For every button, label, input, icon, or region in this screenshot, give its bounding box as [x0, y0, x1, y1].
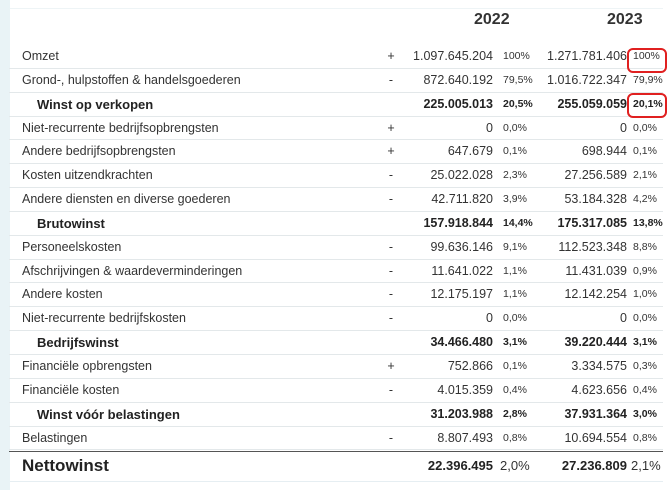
- row-label: Niet-recurrente bedrijfsopbrengsten: [22, 120, 219, 135]
- percent-2023: 4,2%: [633, 193, 657, 206]
- total-value-2022: 22.396.495: [427, 458, 493, 474]
- row-label: Andere kosten: [22, 287, 103, 302]
- row-sign: +: [387, 144, 395, 159]
- row-label: Afschrijvingen & waardeverminderingen: [22, 263, 243, 278]
- percent-2023: 100%: [633, 50, 660, 62]
- row-andere-kosten: [9, 283, 663, 307]
- value-2023: 37.931.364: [564, 406, 627, 421]
- percent-2022: 0,8%: [503, 431, 527, 444]
- row-omzet: [9, 45, 663, 69]
- table-body: [9, 45, 663, 479]
- value-2022: 34.466.480: [430, 335, 493, 350]
- percent-2023: 79,9%: [633, 73, 663, 86]
- percent-2022: 1,1%: [503, 288, 527, 301]
- total-percent-2022: 2,0%: [500, 458, 530, 474]
- row-sign: -: [388, 168, 394, 183]
- percent-2023: 0,3%: [633, 359, 657, 372]
- value-2022: 11.641.022: [431, 263, 493, 278]
- percent-2023: 2,1%: [633, 169, 657, 182]
- row-financiele-kosten: [9, 379, 663, 403]
- highlight-winst-percent-2023: [627, 93, 667, 118]
- total-value-2023: 27.236.809: [561, 458, 627, 474]
- row-label: Grond-, hulpstoffen & handelsgoederen: [22, 72, 241, 87]
- value-2023: 53.184.328: [564, 192, 627, 207]
- row-sign: -: [388, 263, 394, 278]
- percent-2022: 1,1%: [503, 264, 527, 277]
- value-2022: 42.711.820: [431, 192, 493, 207]
- value-2022: 0: [486, 311, 493, 326]
- row-sign: -: [388, 72, 394, 87]
- value-2023: 3.334.575: [571, 358, 627, 373]
- table-header: [9, 9, 663, 45]
- row-label: Financiële opbrengsten: [22, 358, 152, 373]
- value-2022: 872.640.192: [423, 72, 493, 87]
- value-2023: 12.142.254: [564, 287, 627, 302]
- value-2022: 12.175.197: [430, 287, 493, 302]
- row-label: Omzet: [22, 49, 59, 63]
- row-afschrijvingen: [9, 260, 663, 284]
- value-2022: 31.203.988: [430, 406, 493, 421]
- value-2023: 10.694.554: [564, 430, 627, 445]
- value-2022: 4.015.359: [437, 382, 493, 397]
- row-sign: +: [387, 49, 395, 63]
- percent-2023: 0,1%: [633, 145, 657, 158]
- row-sign: -: [388, 430, 394, 445]
- row-label: Kosten uitzendkrachten: [22, 168, 153, 183]
- row-niet-recurrente-opbrengsten: [9, 117, 663, 141]
- percent-2022: 3,1%: [503, 336, 527, 349]
- percent-2022: 100%: [503, 50, 530, 62]
- row-bedrijfswinst: [9, 331, 663, 355]
- row-label: Andere diensten en diverse goederen: [22, 192, 231, 207]
- row-sign: -: [388, 192, 394, 207]
- income-statement-table: [8, 8, 663, 482]
- value-2022: 0: [486, 120, 493, 135]
- row-label: Financiële kosten: [22, 382, 120, 397]
- percent-2023: 0,0%: [633, 312, 657, 325]
- value-2023: 11.431.039: [565, 263, 627, 278]
- percent-2023: 3,1%: [633, 336, 657, 349]
- row-winst-voor-belastingen: [9, 403, 663, 427]
- row-sign: +: [387, 120, 395, 135]
- value-2023: 1.016.722.347: [547, 72, 627, 87]
- percent-2022: 20,5%: [503, 97, 533, 110]
- row-label: Winst vóór belastingen: [37, 406, 180, 422]
- total-label: Nettowinst: [22, 456, 109, 476]
- value-2023: 175.317.085: [557, 215, 627, 230]
- value-2022: 225.005.013: [423, 96, 493, 111]
- value-2022: 157.918.844: [423, 215, 493, 230]
- row-sign: -: [388, 311, 394, 326]
- value-2023: 4.623.656: [571, 382, 627, 397]
- total-percent-2023: 2,1%: [631, 458, 661, 474]
- row-niet-recurrente-kosten: [9, 307, 663, 331]
- row-sign: -: [388, 382, 394, 397]
- percent-2023: 8,8%: [633, 240, 657, 253]
- percent-2022: 14,4%: [503, 216, 533, 229]
- row-label: Brutowinst: [37, 215, 105, 231]
- percent-2022: 79,5%: [503, 73, 533, 86]
- row-brutowinst: [9, 212, 663, 236]
- percent-2023: 3,0%: [633, 407, 657, 420]
- percent-2022: 0,1%: [503, 145, 527, 158]
- percent-2022: 0,4%: [503, 383, 527, 396]
- row-label: Niet-recurrente bedrijfskosten: [22, 311, 186, 326]
- row-sign: +: [387, 358, 395, 373]
- value-2023: 1.271.781.406: [547, 49, 627, 63]
- value-2022: 1.097.645.204: [413, 49, 493, 63]
- percent-2023: 0,4%: [633, 383, 657, 396]
- row-personeelskosten: [9, 236, 663, 260]
- value-2022: 99.636.146: [430, 239, 493, 254]
- row-belastingen: [9, 427, 663, 451]
- value-2022: 752.866: [447, 358, 493, 373]
- percent-2022: 2,8%: [503, 407, 527, 420]
- year-column-2022: 2022: [474, 11, 510, 28]
- percent-2022: 0,0%: [503, 121, 527, 134]
- value-2022: 8.807.493: [437, 430, 493, 445]
- row-nettowinst: [9, 451, 663, 479]
- row-winst-op-verkopen: [9, 93, 663, 117]
- percent-2023: 20,1%: [633, 97, 663, 110]
- row-sign: -: [388, 239, 394, 254]
- percent-2023: 0,9%: [633, 264, 657, 277]
- row-label: Bedrijfswinst: [37, 335, 119, 351]
- percent-2023: 1,0%: [633, 288, 657, 301]
- percent-2022: 0,1%: [503, 359, 527, 372]
- percent-2023: 13,8%: [633, 216, 663, 229]
- value-2023: 0: [620, 311, 627, 326]
- year-column-2023: 2023: [607, 11, 643, 28]
- percent-2022: 0,0%: [503, 312, 527, 325]
- percent-2023: 0,8%: [633, 431, 657, 444]
- value-2023: 255.059.059: [557, 96, 627, 111]
- row-label: Personeelskosten: [22, 239, 122, 254]
- value-2022: 647.679: [447, 144, 493, 159]
- value-2023: 112.523.348: [558, 239, 627, 254]
- row-financiele-opbrengsten: [9, 355, 663, 379]
- value-2023: 0: [620, 120, 627, 135]
- percent-2023: 0,0%: [633, 121, 657, 134]
- row-andere-diensten: [9, 188, 663, 212]
- row-grondstoffen: [9, 69, 663, 93]
- row-sign: -: [388, 287, 394, 302]
- value-2023: 698.944: [581, 144, 627, 159]
- value-2023: 27.256.589: [564, 168, 627, 183]
- row-andere-opbrengsten: [9, 140, 663, 164]
- value-2023: 39.220.444: [564, 335, 627, 350]
- percent-2022: 9,1%: [503, 240, 527, 253]
- value-2022: 25.022.028: [430, 168, 493, 183]
- highlight-omzet-percent-2023: [627, 48, 667, 73]
- row-label: Winst op verkopen: [37, 96, 154, 112]
- percent-2022: 3,9%: [503, 193, 527, 206]
- percent-2022: 2,3%: [503, 169, 527, 182]
- row-label: Belastingen: [22, 430, 88, 445]
- row-label: Andere bedrijfsopbrengsten: [22, 144, 176, 159]
- row-uitzendkrachten: [9, 164, 663, 188]
